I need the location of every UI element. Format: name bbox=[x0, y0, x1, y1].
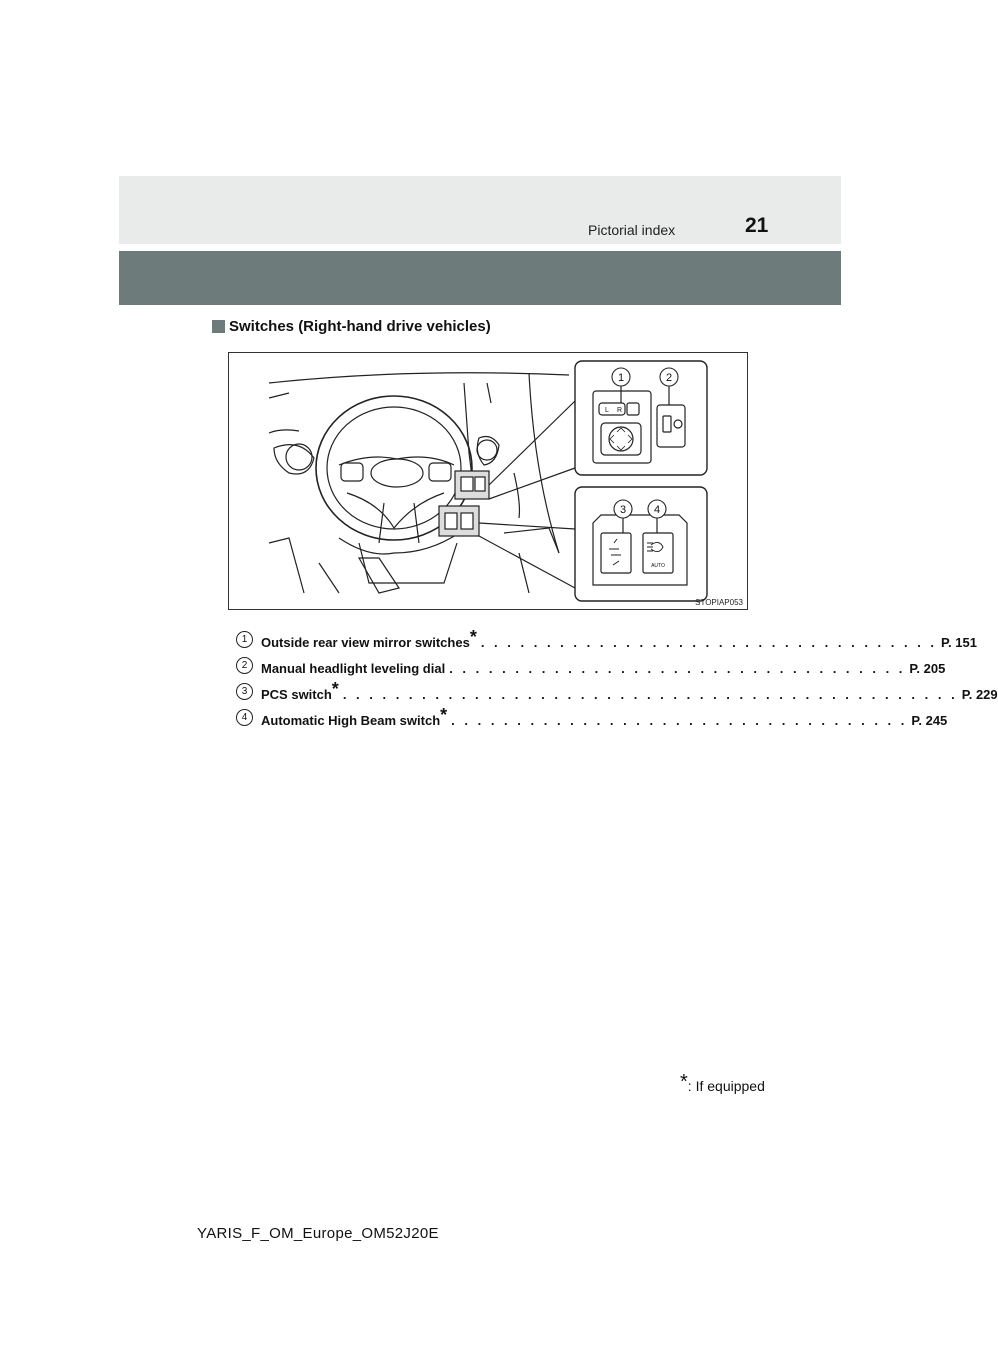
page-reference: P. 229 bbox=[961, 687, 998, 702]
mirror-label-r: R bbox=[617, 407, 623, 414]
callout-1: 1 bbox=[617, 372, 625, 384]
callout-markers bbox=[229, 353, 749, 611]
footnote bbox=[680, 1071, 765, 1094]
item-label: Manual headlight leveling dial bbox=[261, 661, 446, 676]
footnote-text: : If equipped bbox=[687, 1078, 765, 1094]
switch-list bbox=[236, 624, 998, 728]
item-label: Automatic High Beam switch* bbox=[261, 705, 448, 728]
title-band bbox=[119, 251, 841, 305]
item-label: PCS switch* bbox=[261, 679, 339, 702]
leader-dots: . . . . . . . . . . . . . . . . . . . . . . . . . . . . . . . . . . . . . . . . . . . . . . . bbox=[342, 687, 958, 702]
figure-code: STOPIAP053 bbox=[695, 598, 743, 607]
item-number: 1 bbox=[236, 631, 253, 648]
section-label: Pictorial index bbox=[588, 222, 676, 238]
page-reference: P. 245 bbox=[911, 713, 948, 728]
page-reference: P. 205 bbox=[909, 661, 946, 676]
auto-label: AUTO bbox=[651, 563, 665, 569]
list-item bbox=[236, 624, 977, 650]
callout-4: 4 bbox=[653, 504, 661, 516]
list-item bbox=[236, 650, 946, 676]
heading-text: Switches (Right-hand drive vehicles) bbox=[229, 318, 491, 335]
header-band bbox=[119, 176, 841, 244]
asterisk: * bbox=[469, 627, 477, 647]
heading-square-icon bbox=[212, 320, 225, 333]
document-id: YARIS_F_OM_Europe_OM52J20E bbox=[197, 1225, 439, 1242]
leader-dots: . . . . . . . . . . . . . . . . . . . . . . . . . . . . . . . . . . . bbox=[451, 713, 908, 728]
switch-illustration bbox=[228, 352, 748, 610]
list-item bbox=[236, 676, 998, 702]
item-number: 4 bbox=[236, 709, 253, 726]
page-reference: P. 151 bbox=[941, 635, 977, 650]
item-number: 3 bbox=[236, 683, 253, 700]
asterisk: * bbox=[331, 679, 339, 699]
item-label: Outside rear view mirror switches* bbox=[261, 627, 477, 650]
leader-dots: . . . . . . . . . . . . . . . . . . . . . . . . . . . . . . . . . . . bbox=[449, 661, 906, 676]
leader-dots: . . . . . . . . . . . . . . . . . . . . . . . . . . . . . . . . . . . bbox=[480, 635, 938, 650]
item-number: 2 bbox=[236, 657, 253, 674]
list-item bbox=[236, 702, 948, 728]
callout-3: 3 bbox=[619, 504, 627, 516]
page-number: 21 bbox=[745, 214, 769, 237]
callout-2: 2 bbox=[665, 372, 673, 384]
asterisk: * bbox=[440, 705, 448, 725]
mirror-label-l: L bbox=[605, 407, 609, 414]
section-heading bbox=[212, 318, 491, 335]
footnote-asterisk: * bbox=[680, 1071, 688, 1093]
